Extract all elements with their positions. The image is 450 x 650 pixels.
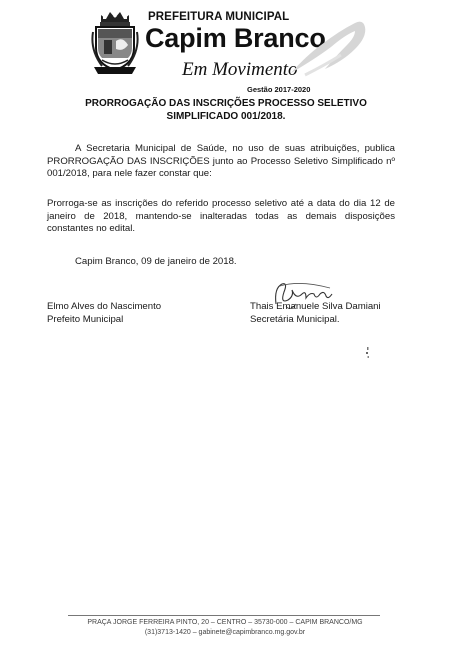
- city-name: Capim Branco: [145, 23, 326, 53]
- signature-block-secretaria: [250, 301, 381, 326]
- signature-block-prefeito: [47, 301, 161, 326]
- signatory-name: Elmo Alves do Nascimento: [47, 301, 162, 312]
- prefeitura-label: PREFEITURA MUNICIPAL: [148, 11, 290, 23]
- swoosh-logo-icon: [285, 15, 370, 85]
- dateline: Capim Branco, 09 de janeiro de 2018.: [75, 256, 237, 267]
- document-title-line-1: PRORROGAÇÃO DAS INSCRIÇÕES PROCESSO SELETIVO: [85, 98, 367, 109]
- document-title-line-2: SIMPLIFICADO 001/2018.: [166, 111, 286, 122]
- scan-speck: [365, 347, 371, 359]
- tagline: Em Movimento: [182, 59, 298, 80]
- body-paragraph-2: Prorroga-se as inscrições do referido processo seletivo até a data do dia 12 de janeiro de 2018, mantendo-se inalteradas todas as demais disposições constantes no edital.: [47, 198, 395, 235]
- coat-of-arms-icon: [90, 10, 140, 76]
- footer-divider: [68, 615, 380, 616]
- gestao-label: Gestão 2017-2020: [247, 85, 311, 94]
- signatory-role: Prefeito Municipal: [47, 313, 124, 325]
- footer-address: PRAÇA JORGE FERREIRA PINTO, 20 – CENTRO – 35730-000 – CAPIM BRANCO/MG: [87, 619, 363, 626]
- body-paragraph-1: A Secretaria Municipal de Saúde, no uso de suas atribuições, publica PRORROGAÇÃO DAS INSCRIÇÕES junto ao Processo Seletivo Simplificado nº 001/2018, para nele fazer constar que:: [47, 143, 395, 180]
- footer-contact: (31)3713-1420 – gabinete@capimbranco.mg.gov.br: [144, 629, 306, 636]
- signatory-name: Thais Emanuele Silva Damiani: [250, 301, 381, 312]
- document-title: [40, 97, 412, 123]
- footer: [40, 618, 410, 638]
- signatory-role: Secretária Municipal.: [250, 313, 340, 325]
